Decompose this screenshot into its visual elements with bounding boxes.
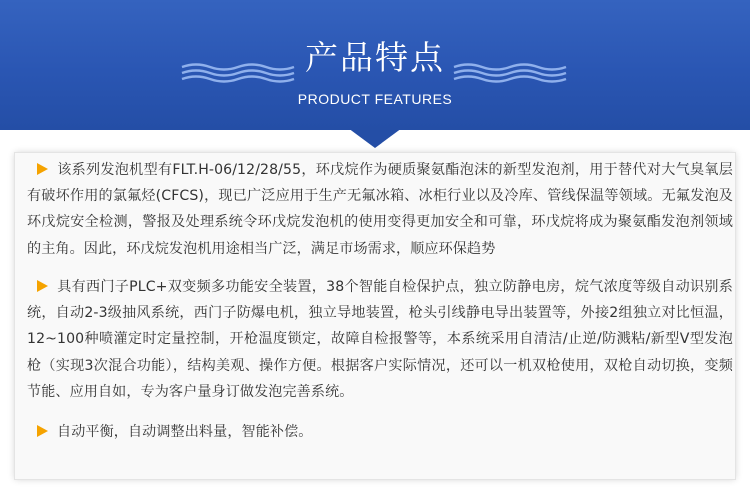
features-card bbox=[15, 153, 735, 479]
page-subtitle: PRODUCT FEATURES bbox=[297, 91, 453, 107]
bullet-arrow-icon bbox=[37, 425, 48, 437]
feature-text: 具有西门子PLC+双变频多功能安全装置，38个智能自检保护点，独立防静电房，烷气浓度等级自动识别系统，自动2-3级抽风系统，西门子防爆电机，独立导地装置，枪头引线静电导出装置等，外接2组独立对比恒温，12~100种喷灌定时定量控制，开枪温度锁定，故障自检报警等，本系统采用自清洁/止逆/防溅粘/新型V型发泡枪（实现3次混合功能），结构美观、操作方便。根据客户实际情况，还可以一机双枪使用，双枪自动切换，变频节能、应用自如，专为客户量身订做发泡完善系统。 bbox=[27, 279, 733, 400]
bullet-arrow-icon bbox=[37, 163, 48, 175]
feature-text: 自动平衡，自动调整出料量，智能补偿。 bbox=[57, 424, 313, 440]
bullet-arrow-icon bbox=[37, 280, 48, 292]
header-banner bbox=[0, 0, 750, 130]
feature-text: 该系列发泡机型有FLT.H-06/12/28/55，环戊烷作为硬质聚氨酯泡沫的新型发泡剂，用于替代对大气臭氧层有破坏作用的氯氟烃(CFCS)，现已广泛应用于生产无氟冰箱、冰柜行业以及冷库、管线保温等领域。无氟发泡及环戊烷安全检测，警报及处理系统令环戊烷发泡机的使用变得更加安全和可靠，环戊烷将成为聚氨酯发泡剂领域的主角。因此，环戊烷发泡机用途相当广泛，满足市场需求，顺应环保趋势 bbox=[27, 162, 733, 257]
feature-item bbox=[27, 157, 733, 262]
page-title: 产品特点 bbox=[305, 38, 445, 77]
feature-item bbox=[27, 274, 733, 405]
banner-pointer-icon bbox=[348, 128, 402, 148]
feature-item bbox=[27, 419, 733, 445]
